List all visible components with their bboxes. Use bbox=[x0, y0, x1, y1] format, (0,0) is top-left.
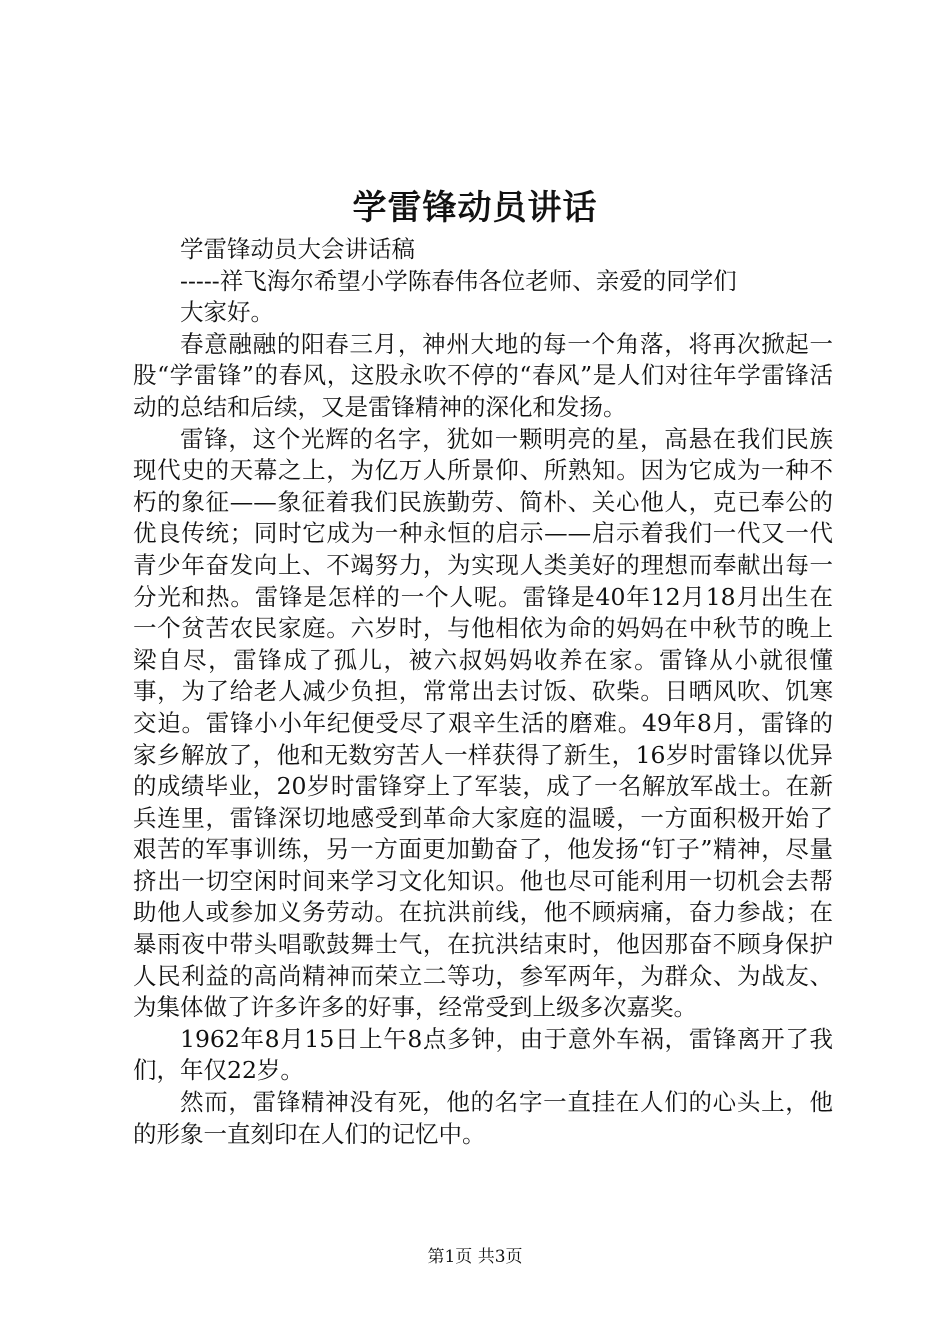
paragraph-lei-feng-life: 雷锋，这个光辉的名字，犹如一颗明亮的星，高悬在我们民族现代史的天幕之上，为亿万人所景仰、所熟知。因为它成为一种不朽的象征——象征着我们民族勤劳、简朴、关心他人，克已奉公的优良传统；同时它成为一种永恒的启示——启示着我们一代又一代青少年奋发向上、不竭努力，为实现人类美好的理想而奉献出每一分光和热。雷锋是怎样的一个人呢。雷锋是40年12月18月出生在一个贫苦农民家庭。六岁时，与他相依为命的妈妈在中秋节的晚上梁自尽，雷锋成了孤儿，被六叔妈妈收养在家。雷锋从小就很懂事，为了给老人减少负担，常常出去讨饭、砍柴。日晒风吹、饥寒交迫。雷锋小小年纪便受尽了艰辛生活的磨难。49年8月，雷锋的家乡解放了，他和无数穷苦人一样获得了新生，16岁时雷锋以优异的成绩毕业，20岁时雷锋穿上了军装，成了一名解放军战士。在新兵连里，雷锋深切地感受到革命大家庭的温暖，一方面积极开始了艰苦的军事训练，另一方面更加勤奋了，他发扬“钉子”精神，尽量挤出一切空闲时间来学习文化知识。他也尽可能利用一切机会去帮助他人或参加义务劳动。在抗洪前线，他不顾病痛，奋力参战；在暴雨夜中带头唱歌鼓舞士气，在抗洪结束时，他因那奋不顾身保护人民利益的高尚精神而荣立二等功，参军两年，为群众、为战友、为集体做了许多许多的好事，经常受到上级多次嘉奖。 bbox=[133, 424, 833, 1022]
paragraph-subtitle: 学雷锋动员大会讲话稿 bbox=[180, 235, 415, 263]
paragraph-author-salutation: -----祥飞海尔希望小学陈春伟各位老师、亲爱的同学们 bbox=[180, 266, 737, 295]
paragraph-spirit: 然而，雷锋精神没有死，他的名字一直挂在人们的心头上，他的形象一直刻印在人们的记忆中。 bbox=[133, 1088, 833, 1148]
paragraph-1962: 1962年8月15日上午8点多钟，由于意外车祸，雷锋离开了我们，年仅22岁。 bbox=[133, 1024, 833, 1085]
document-body bbox=[133, 234, 833, 1150]
document-title: 学雷锋动员讲话 bbox=[352, 188, 598, 228]
paragraph-greeting: 大家好。 bbox=[180, 298, 274, 327]
paragraph-spring: 春意融融的阳春三月，神州大地的每一个角落，将再次掀起一股“学雷锋”的春风，这股永吹不停的“春风”是人们对往年学雷锋活动的总结和后续，又是雷锋精神的深化和发扬。 bbox=[133, 329, 833, 421]
page-footer: 第1页 共3页 bbox=[427, 1247, 523, 1267]
